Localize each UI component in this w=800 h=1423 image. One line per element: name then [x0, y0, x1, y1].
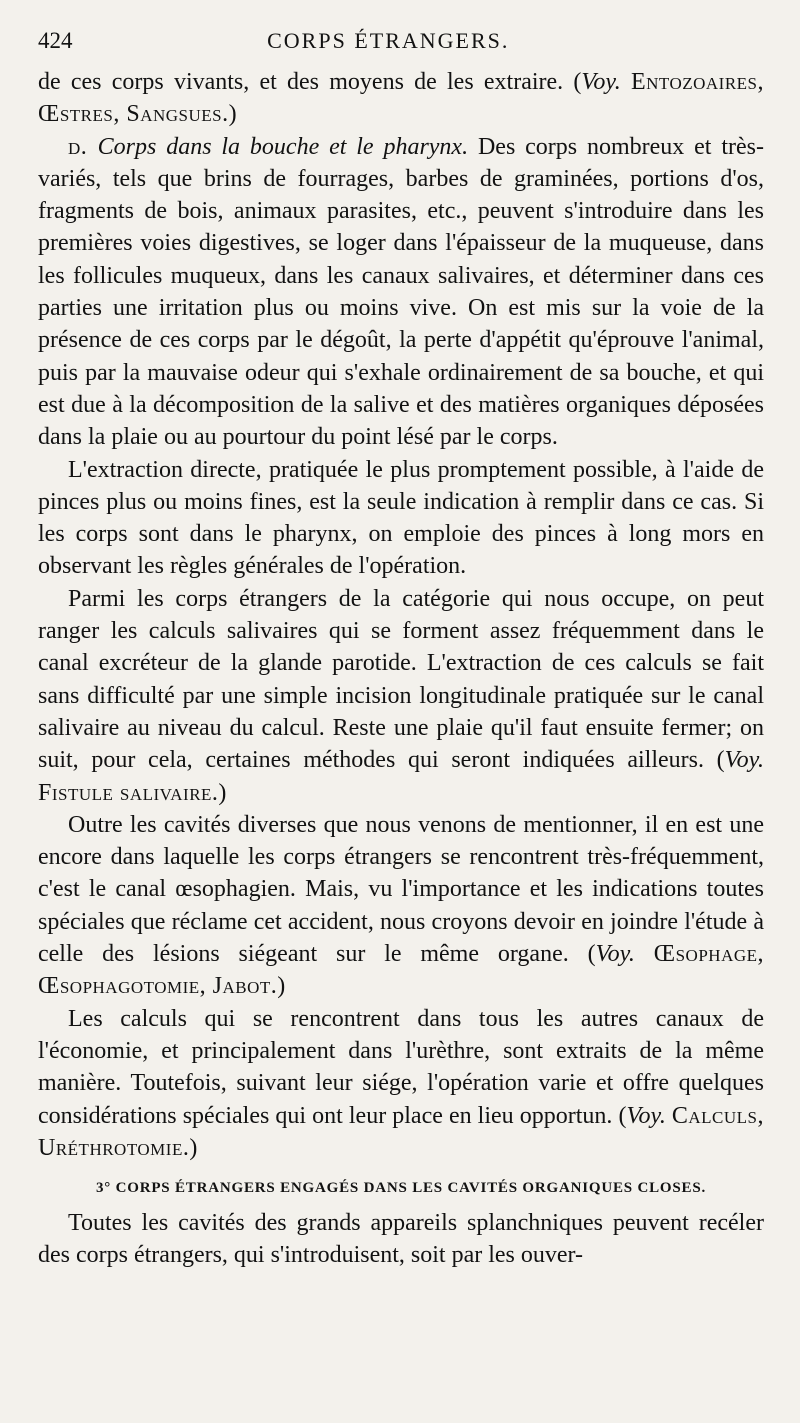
paragraph — [38, 809, 764, 1003]
text-run: Outre les cavités diverses que nous venons de mentionner, il en est une encore dans laquelle les corps étrangers se rencontrent très-fréquemment, c'est le canal œsophagien. Mais, vu l'importance et les indications toutes spéciales que réclame cet accident, nous croyons devoir en joindre l'étude à celle des lésions siégeant sur le même organe. ( — [38, 811, 764, 968]
italic-run: Voy. — [581, 69, 621, 95]
text-run — [621, 69, 631, 95]
paragraph — [38, 66, 764, 131]
text-run: ) — [218, 779, 227, 806]
text-run: ) — [189, 1134, 198, 1161]
page-number: 424 — [38, 28, 73, 53]
paragraph — [38, 583, 764, 809]
text-run: ) — [277, 973, 286, 1000]
paragraph — [38, 454, 764, 583]
italic-run: Voy. — [724, 747, 764, 774]
italic-run: Voy. — [626, 1102, 666, 1129]
body-text — [38, 66, 764, 1272]
small-caps-run: Calculs, Uréthrotomie. — [38, 1102, 765, 1161]
page-header — [38, 28, 764, 54]
small-caps-run: Œsophage, Œsophagotomie, Jabot. — [38, 941, 765, 1000]
text-run: Parmi les corps étrangers de la catégorie qui nous occupe, on peut ranger les calculs salivaires qui se forment assez fréquemment dans le canal excréteur de la glande parotide. L'extraction de ces calculs se fait sans difficulté par une simple incision longitudinale pratiquée sur le canal salivaire au niveau du calcul. Reste une plaie qu'il faut ensuite fermer; on suit, pour cela, certaines méthodes qui seront indiquées ailleurs. ( — [38, 585, 764, 774]
closing-paragraph: Toutes les cavités des grands appareils splanchniques peuvent recéler des corps étrangers, qui s'introduisent, soit par les ouver- — [38, 1210, 764, 1269]
small-caps-run: Entozoaires, Œstres, Sangsues. — [38, 69, 765, 128]
italic-run: Voy. — [595, 941, 635, 968]
text-run — [635, 941, 654, 967]
running-title: CORPS ÉTRANGERS. — [267, 28, 510, 53]
paragraph — [38, 1003, 764, 1164]
section-heading: 3° CORPS ÉTRANGERS ENGAGÉS DANS LES CAVITÉS ORGANIQUES CLOSES. — [95, 1180, 707, 1197]
paragraph — [38, 131, 764, 454]
text-run: ) — [228, 101, 237, 128]
text-run: de ces corps vivants, et des moyens de les extraire. ( — [38, 69, 582, 95]
text-run: Des corps nombreux et très-variés, tels que brins de fourrages, barbes de graminées, portions d'os, fragments de bois, animaux parasites, etc., peuvent s'introduire dans les premières voies digestives, se loger dans l'épaisseur de la muqueuse, dans les follicules muqueux, dans les canaux salivaires, et déterminer dans ces parties une irritation plus ou moins vive. On est mis sur la voie de la présence de ces corps par le dégoût, la perte d'appétit qu'éprouve l'animal, puis par la mauvaise odeur qui s'exhale ordinairement de sa bouche, et qui est due à la décomposition de la salive et des matières organiques déposées dans la plaie ou au pourtour du point lésé par le corps. — [38, 133, 764, 451]
small-caps-run: d. — [68, 133, 98, 160]
text-run: L'extraction directe, pratiquée le plus promptement possible, à l'aide de pinces plus ou moins fines, est la seule indication à remplir dans ce cas. Si les corps sont dans le pharynx, on emploie des pinces à long mors en observant les règles générales de l'opération. — [38, 456, 764, 580]
italic-run: Corps dans la bouche et le pharynx. — [97, 133, 469, 160]
small-caps-run: Fistule salivaire. — [38, 779, 219, 806]
text-run: Les calculs qui se rencontrent dans tous les autres canaux de l'économie, et principalement dans l'urèthre, sont extraits de la même manière. Toutefois, suivant leur siége, l'opération varie et offre quelques considérations spéciales qui ont leur place en lieu opportun. ( — [38, 1005, 764, 1129]
